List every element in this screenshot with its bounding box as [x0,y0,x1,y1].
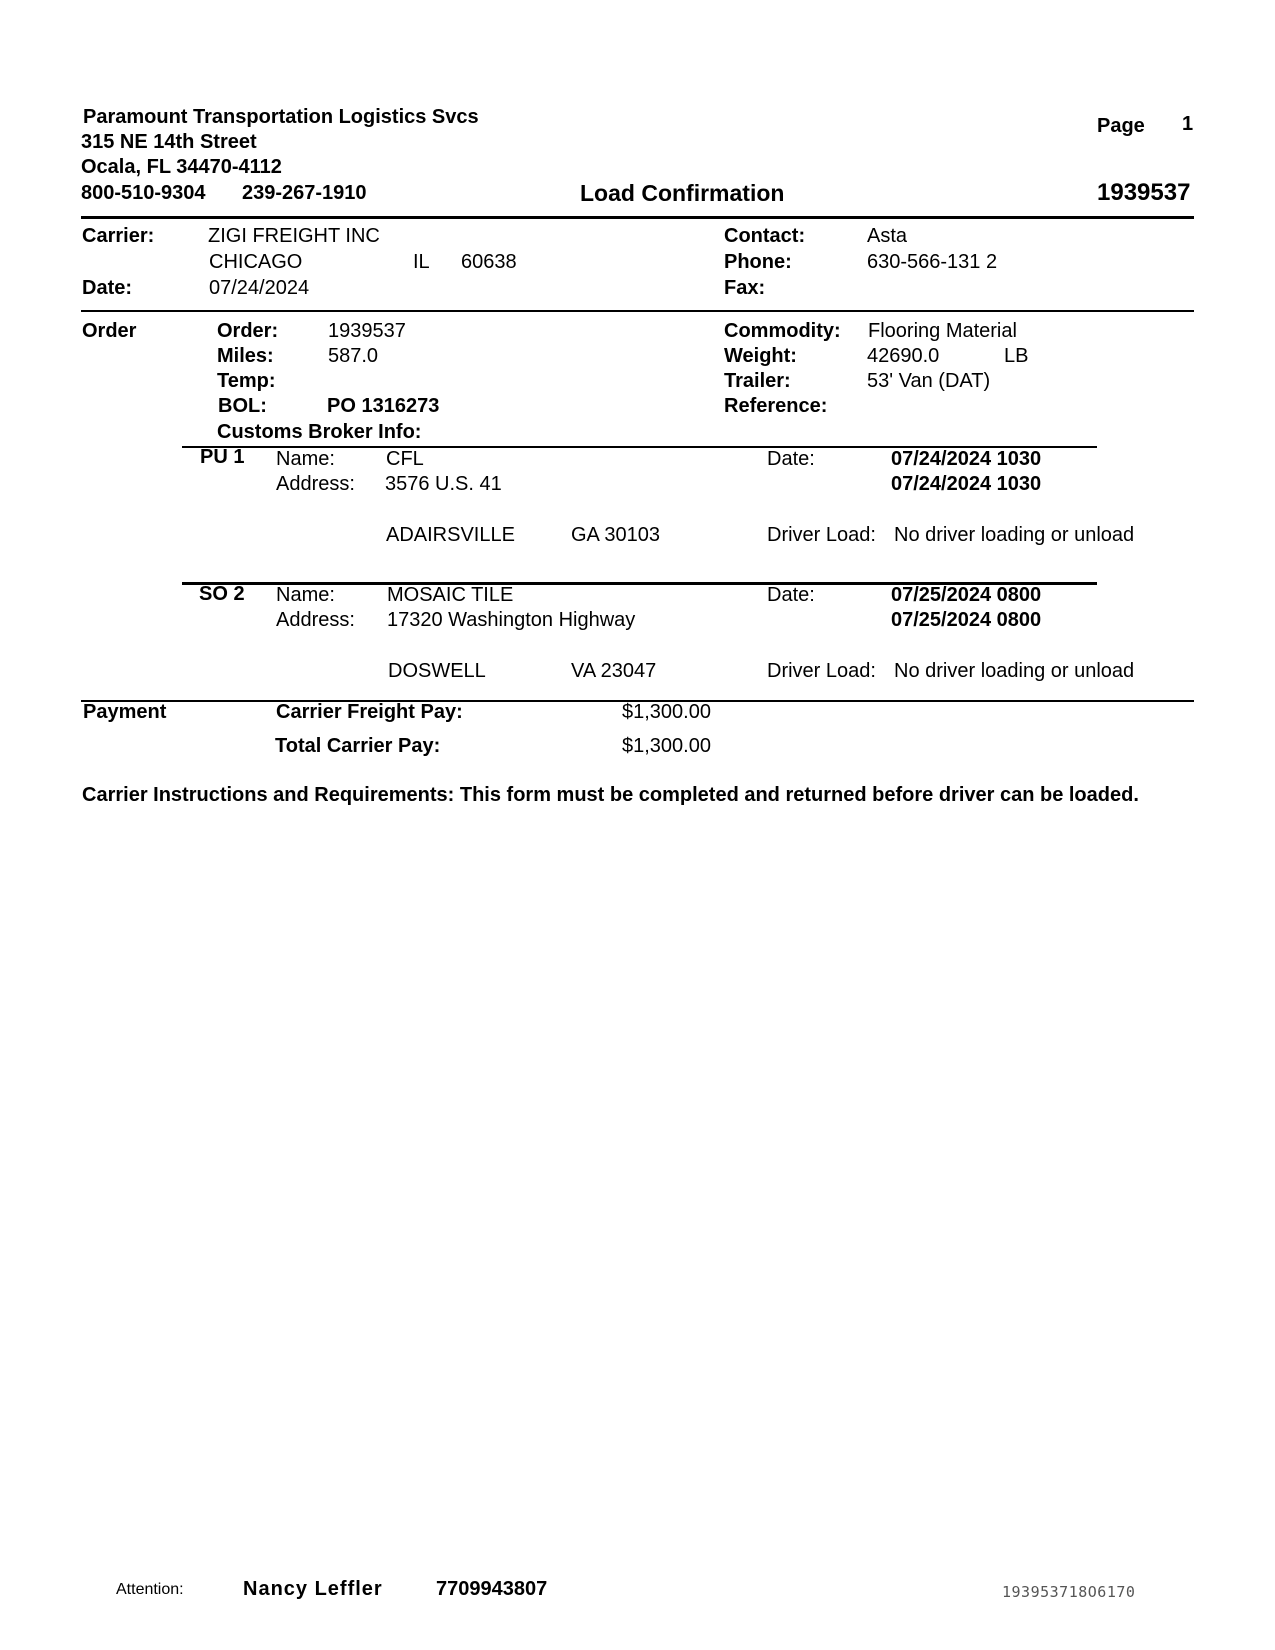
carrier-date: 07/24/2024 [209,277,310,299]
carrier-city: CHICAGO [209,251,303,273]
stop-1-address-label: Address: [276,473,355,495]
stop-1-city: ADAIRSVILLE [386,524,515,546]
carrier-date-label: Date: [82,277,133,299]
trailer-label: Trailer: [724,370,791,392]
stop-2-address: 17320 Washington Highway [387,609,636,631]
carrier-label: Carrier: [82,225,155,247]
fax-label: Fax: [724,277,766,299]
stop-1-name: CFL [386,448,424,470]
stop-2-name: MOSAIC TILE [387,584,514,606]
company-city: Ocala, FL 34470-4112 [81,156,282,178]
page-label: Page [1097,115,1145,137]
stop-2-driver-load-value: No driver loading or unload [894,660,1135,682]
contact-label: Contact: [724,225,806,247]
stop-2-date-1: 07/25/2024 0800 [891,584,1042,606]
contact-value: Asta [867,225,908,247]
trailer-value: 53' Van (DAT) [867,370,991,392]
footer-code: 193953718O6170 [1002,1583,1136,1601]
reference-label: Reference: [724,395,828,417]
carrier-name: ZIGI FREIGHT INC [208,225,380,247]
document-number: 1939537 [1097,179,1191,206]
stop-2-code: SO 2 [199,583,245,605]
stop-2-city: DOSWELL [388,660,486,682]
stop-1-date-2: 07/24/2024 1030 [891,473,1042,495]
stop-1-driver-load-label: Driver Load: [767,524,876,546]
miles-value: 587.0 [328,345,379,367]
temp-label: Temp: [217,370,276,392]
stop-1-state-zip: GA 30103 [571,524,660,546]
stop-2-name-label: Name: [276,584,335,606]
stop-1-address: 3576 U.S. 41 [385,473,502,495]
total-carrier-pay-label: Total Carrier Pay: [275,735,441,757]
stop-2-date-2: 07/25/2024 0800 [891,609,1042,631]
stop-1-name-label: Name: [276,448,335,470]
company-street: 315 NE 14th Street [81,131,257,153]
attention-name: Nancy Leffler [243,1578,383,1600]
bol-value: PO 1316273 [327,395,440,417]
phone-value: 630-566-131 2 [867,251,998,273]
payment-section-label: Payment [83,701,167,723]
carrier-zip: 60638 [461,251,517,273]
commodity-value: Flooring Material [868,320,1017,342]
bol-label: BOL: [218,395,267,417]
phone-label: Phone: [724,251,792,273]
carrier-divider [81,310,1194,312]
customs-broker-label: Customs Broker Info: [217,421,422,443]
carrier-freight-pay-label: Carrier Freight Pay: [276,701,463,723]
header-divider [81,216,1194,219]
company-name: Paramount Transportation Logistics Svcs [83,106,479,128]
document-title: Load Confirmation [580,180,785,206]
stop-1-driver-load-value: No driver loading or unload [894,524,1135,546]
stop-2-date-label: Date: [767,584,815,606]
weight-label: Weight: [724,345,797,367]
page-number: 1 [1182,113,1194,135]
attention-label: Attention: [116,1581,184,1598]
stop-2-state-zip: VA 23047 [571,660,657,682]
total-carrier-pay-value: $1,300.00 [622,735,711,757]
stop-2-address-label: Address: [276,609,355,631]
stop-2-driver-load-label: Driver Load: [767,660,876,682]
weight-unit: LB [1004,345,1029,367]
order-label: Order: [217,320,279,342]
company-phone-2: 239-267-1910 [242,182,367,204]
order-value: 1939537 [328,320,406,342]
stop-1-code: PU 1 [200,446,245,468]
company-phone-1: 800-510-9304 [81,182,206,204]
stop-1-date-1: 07/24/2024 1030 [891,448,1042,470]
carrier-instructions: Carrier Instructions and Requirements: This form must be completed and returned before driver can be loaded. [82,784,1139,806]
miles-label: Miles: [217,345,274,367]
attention-phone: 7709943807 [436,1578,548,1600]
carrier-freight-pay-value: $1,300.00 [622,701,711,723]
weight-value: 42690.0 [867,345,940,367]
order-section-label: Order [82,320,137,342]
stop-1-date-label: Date: [767,448,815,470]
carrier-state: IL [413,251,430,273]
commodity-label: Commodity: [724,320,841,342]
